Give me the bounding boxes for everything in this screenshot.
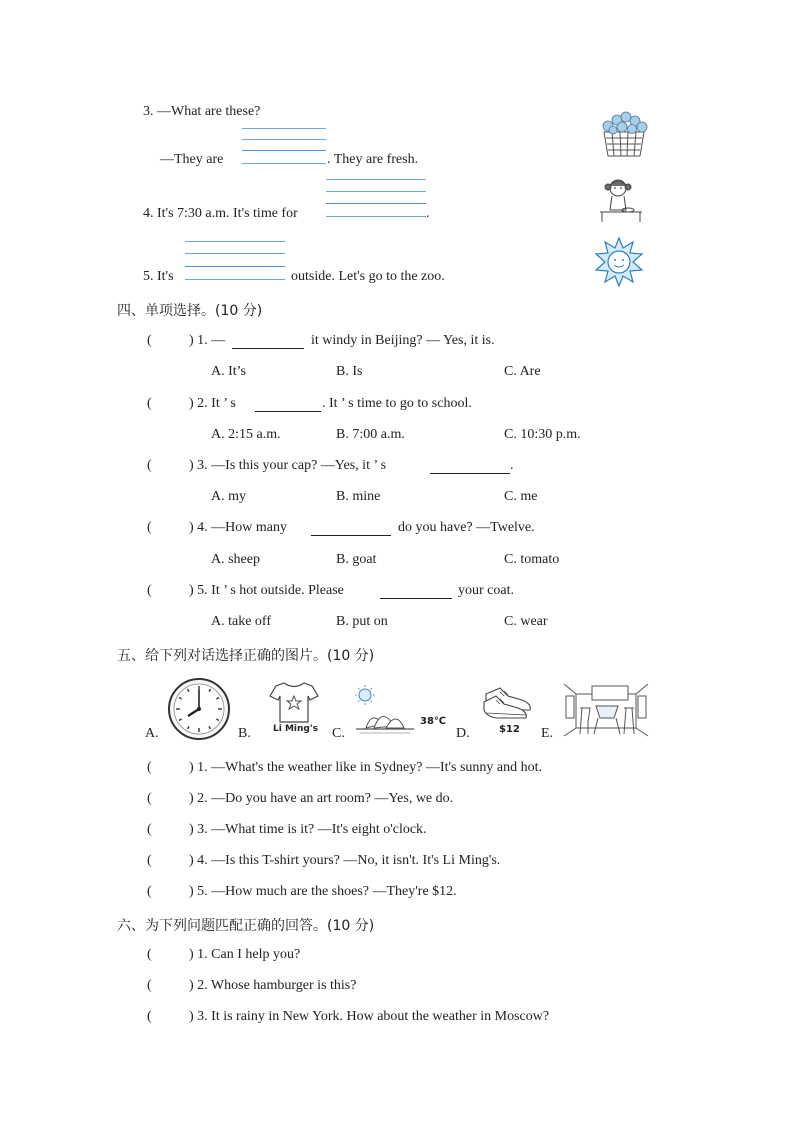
question-text-tail: your coat. xyxy=(458,583,514,598)
question-text: ) 2. Whose hamburger is this? xyxy=(189,978,357,993)
option-c: C. Are xyxy=(504,364,541,379)
answer-paren[interactable]: ( xyxy=(147,760,152,775)
writing-line xyxy=(185,279,285,280)
q5-prefix: 5. It's xyxy=(143,269,174,284)
q5-suffix: outside. Let's go to the zoo. xyxy=(291,269,445,284)
option-c: C. me xyxy=(504,489,538,504)
art-room-icon xyxy=(562,682,650,738)
writing-line xyxy=(326,203,426,204)
answer-paren[interactable]: ( xyxy=(147,458,152,473)
writing-line xyxy=(185,266,285,267)
writing-line xyxy=(185,253,285,254)
writing-line xyxy=(326,191,426,192)
question-text-tail: . It ’ s time to go to school. xyxy=(322,396,472,411)
clock-icon xyxy=(166,676,232,742)
writing-line xyxy=(242,150,326,151)
answer-paren[interactable]: ( xyxy=(147,884,152,899)
tshirt-icon xyxy=(268,680,320,724)
girl-eating-icon xyxy=(598,174,644,226)
question-text: ) 5. It ’ s hot outside. Please xyxy=(189,583,344,598)
shoes-icon xyxy=(480,682,536,722)
answer-paren[interactable]: ( xyxy=(147,583,152,598)
question-text: ) 4. —How many xyxy=(189,520,287,535)
writing-line xyxy=(242,163,326,164)
tshirt-label: Li Ming's xyxy=(273,724,318,734)
question-text-tail: do you have? —Twelve. xyxy=(398,520,535,535)
question-text: ) 4. —Is this T-shirt yours? —No, it isn't. It's Li Ming's. xyxy=(189,853,501,868)
question-text: ) 1. — xyxy=(189,333,226,348)
writing-line xyxy=(242,128,326,129)
sun-icon xyxy=(592,236,646,288)
option-a: A. It’s xyxy=(211,364,246,379)
q3-prefix: —They are xyxy=(160,152,224,167)
q4-prefix: 4. It's 7:30 a.m. It's time for xyxy=(143,206,298,221)
option-b: B. Is xyxy=(336,364,363,379)
temperature-label: 38℃ xyxy=(420,716,447,727)
question-text: ) 3. —What time is it? —It's eight o'clock. xyxy=(189,822,427,837)
question-text: ) 3. —Is this your cap? —Yes, it ’ s xyxy=(189,458,387,473)
answer-paren[interactable]: ( xyxy=(147,333,152,348)
q3-line1: 3. —What are these? xyxy=(143,104,261,119)
price-label: $12 xyxy=(499,724,520,735)
flower-basket-icon xyxy=(598,108,650,160)
option-b: B. mine xyxy=(336,489,381,504)
option-b: B. put on xyxy=(336,614,388,629)
option-a: A. my xyxy=(211,489,246,504)
blank-line[interactable] xyxy=(380,586,452,599)
question-text: ) 2. It ’ s xyxy=(189,396,236,411)
q3-suffix: . They are fresh. xyxy=(327,152,419,167)
question-text-tail: it windy in Beijing? — Yes, it is. xyxy=(311,333,495,348)
option-letter-b: B. xyxy=(238,726,251,741)
q4-suffix: . xyxy=(426,206,430,221)
option-letter-c: C. xyxy=(332,726,345,741)
section-title-part6: 六、为下列问题匹配正确的回答。(10 分) xyxy=(117,918,375,934)
option-c: C. 10:30 p.m. xyxy=(504,427,581,442)
option-a: A. 2:15 a.m. xyxy=(211,427,281,442)
answer-paren[interactable]: ( xyxy=(147,520,152,535)
writing-line xyxy=(185,241,285,242)
answer-paren[interactable]: ( xyxy=(147,853,152,868)
option-c: C. wear xyxy=(504,614,548,629)
option-c: C. tomato xyxy=(504,552,560,567)
answer-paren[interactable]: ( xyxy=(147,396,152,411)
question-text: ) 1. —What's the weather like in Sydney? —It's sunny and hot. xyxy=(189,760,543,775)
option-b: B. goat xyxy=(336,552,377,567)
answer-paren[interactable]: ( xyxy=(147,822,152,837)
blank-line[interactable] xyxy=(311,523,391,536)
question-text: ) 2. —Do you have an art room? —Yes, we do. xyxy=(189,791,454,806)
writing-line xyxy=(242,139,326,140)
question-text: ) 5. —How much are the shoes? —They're $12. xyxy=(189,884,457,899)
section-title-part5: 五、给下列对话选择正确的图片。(10 分) xyxy=(117,648,375,664)
blank-line[interactable] xyxy=(430,461,510,474)
option-letter-e: E. xyxy=(541,726,554,741)
answer-paren[interactable]: ( xyxy=(147,947,152,962)
question-text: ) 1. Can I help you? xyxy=(189,947,301,962)
blank-line[interactable] xyxy=(255,399,321,412)
sydney-opera-house-icon xyxy=(352,684,418,736)
blank-line[interactable] xyxy=(232,336,304,349)
answer-paren[interactable]: ( xyxy=(147,791,152,806)
answer-paren[interactable]: ( xyxy=(147,978,152,993)
option-letter-a: A. xyxy=(145,726,159,741)
option-a: A. take off xyxy=(211,614,271,629)
writing-line xyxy=(326,216,426,217)
option-b: B. 7:00 a.m. xyxy=(336,427,405,442)
answer-paren[interactable]: ( xyxy=(147,1009,152,1024)
option-letter-d: D. xyxy=(456,726,470,741)
question-text: ) 3. It is rainy in New York. How about the weather in Moscow? xyxy=(189,1009,550,1024)
question-text-tail: . xyxy=(510,458,514,473)
writing-line xyxy=(326,179,426,180)
option-a: A. sheep xyxy=(211,552,260,567)
section-title-part4: 四、单项选择。(10 分) xyxy=(117,303,263,319)
